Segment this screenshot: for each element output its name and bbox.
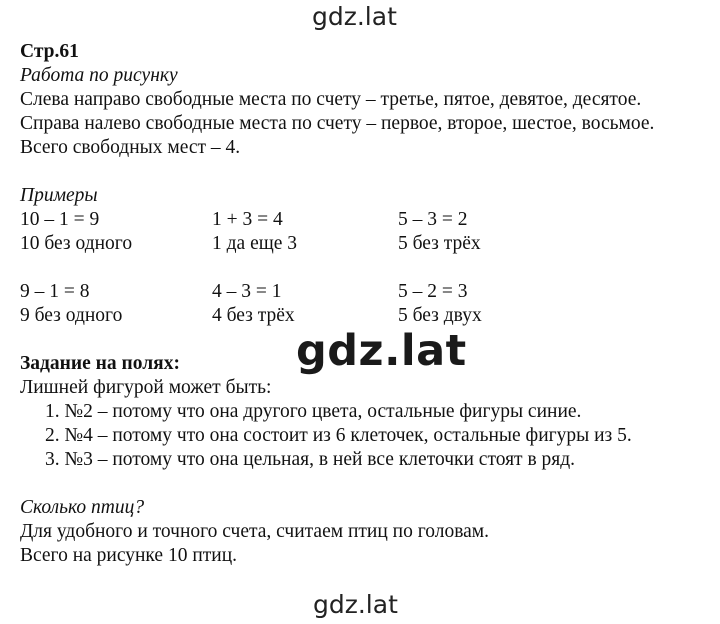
example-equation: 10 – 1 = 9 <box>20 209 100 230</box>
example-words: 9 без одного <box>20 305 123 326</box>
example-equation: 9 – 1 = 8 <box>20 281 90 302</box>
list-item: 1. №2 – потому что она другого цвета, остальные фигуры синие. <box>45 401 582 422</box>
example-words: 1 да еще 3 <box>212 233 298 254</box>
list-item: 3. №3 – потому что она цельная, в ней все клеточки стоят в ряд. <box>45 449 576 470</box>
section-title-picture-work: Работа по рисунку <box>20 65 178 86</box>
section-title-margin-task: Задание на полях: <box>20 353 180 374</box>
example-words: 4 без трёх <box>212 305 295 326</box>
watermark-bottom: gdz.lat <box>313 590 398 619</box>
text-line: Для удобного и точного счета, считаем птиц по головам. <box>20 521 490 542</box>
text-line: Всего свободных мест – 4. <box>20 137 241 158</box>
watermark-middle: gdz.lat <box>296 326 467 376</box>
example-equation: 4 – 3 = 1 <box>212 281 282 302</box>
example-equation: 5 – 3 = 2 <box>398 209 468 230</box>
example-words: 10 без одного <box>20 233 133 254</box>
example-equation: 5 – 2 = 3 <box>398 281 468 302</box>
text-line: Лишней фигурой может быть: <box>20 377 272 398</box>
page-heading: Стр.61 <box>20 41 79 62</box>
example-words: 5 без двух <box>398 305 482 326</box>
text-line: Справа налево свободные места по счету – первое, второе, шестое, восьмое. <box>20 113 655 134</box>
list-item: 2. №4 – потому что она состоит из 6 клеточек, остальные фигуры из 5. <box>45 425 632 446</box>
section-title-examples: Примеры <box>20 185 98 206</box>
text-line: Всего на рисунке 10 птиц. <box>20 545 238 566</box>
example-equation: 1 + 3 = 4 <box>212 209 283 230</box>
example-words: 5 без трёх <box>398 233 481 254</box>
section-title-birds: Сколько птиц? <box>20 497 145 518</box>
watermark-top: gdz.lat <box>312 2 397 31</box>
text-line: Слева направо свободные места по счету – третье, пятое, девятое, десятое. <box>20 89 642 110</box>
